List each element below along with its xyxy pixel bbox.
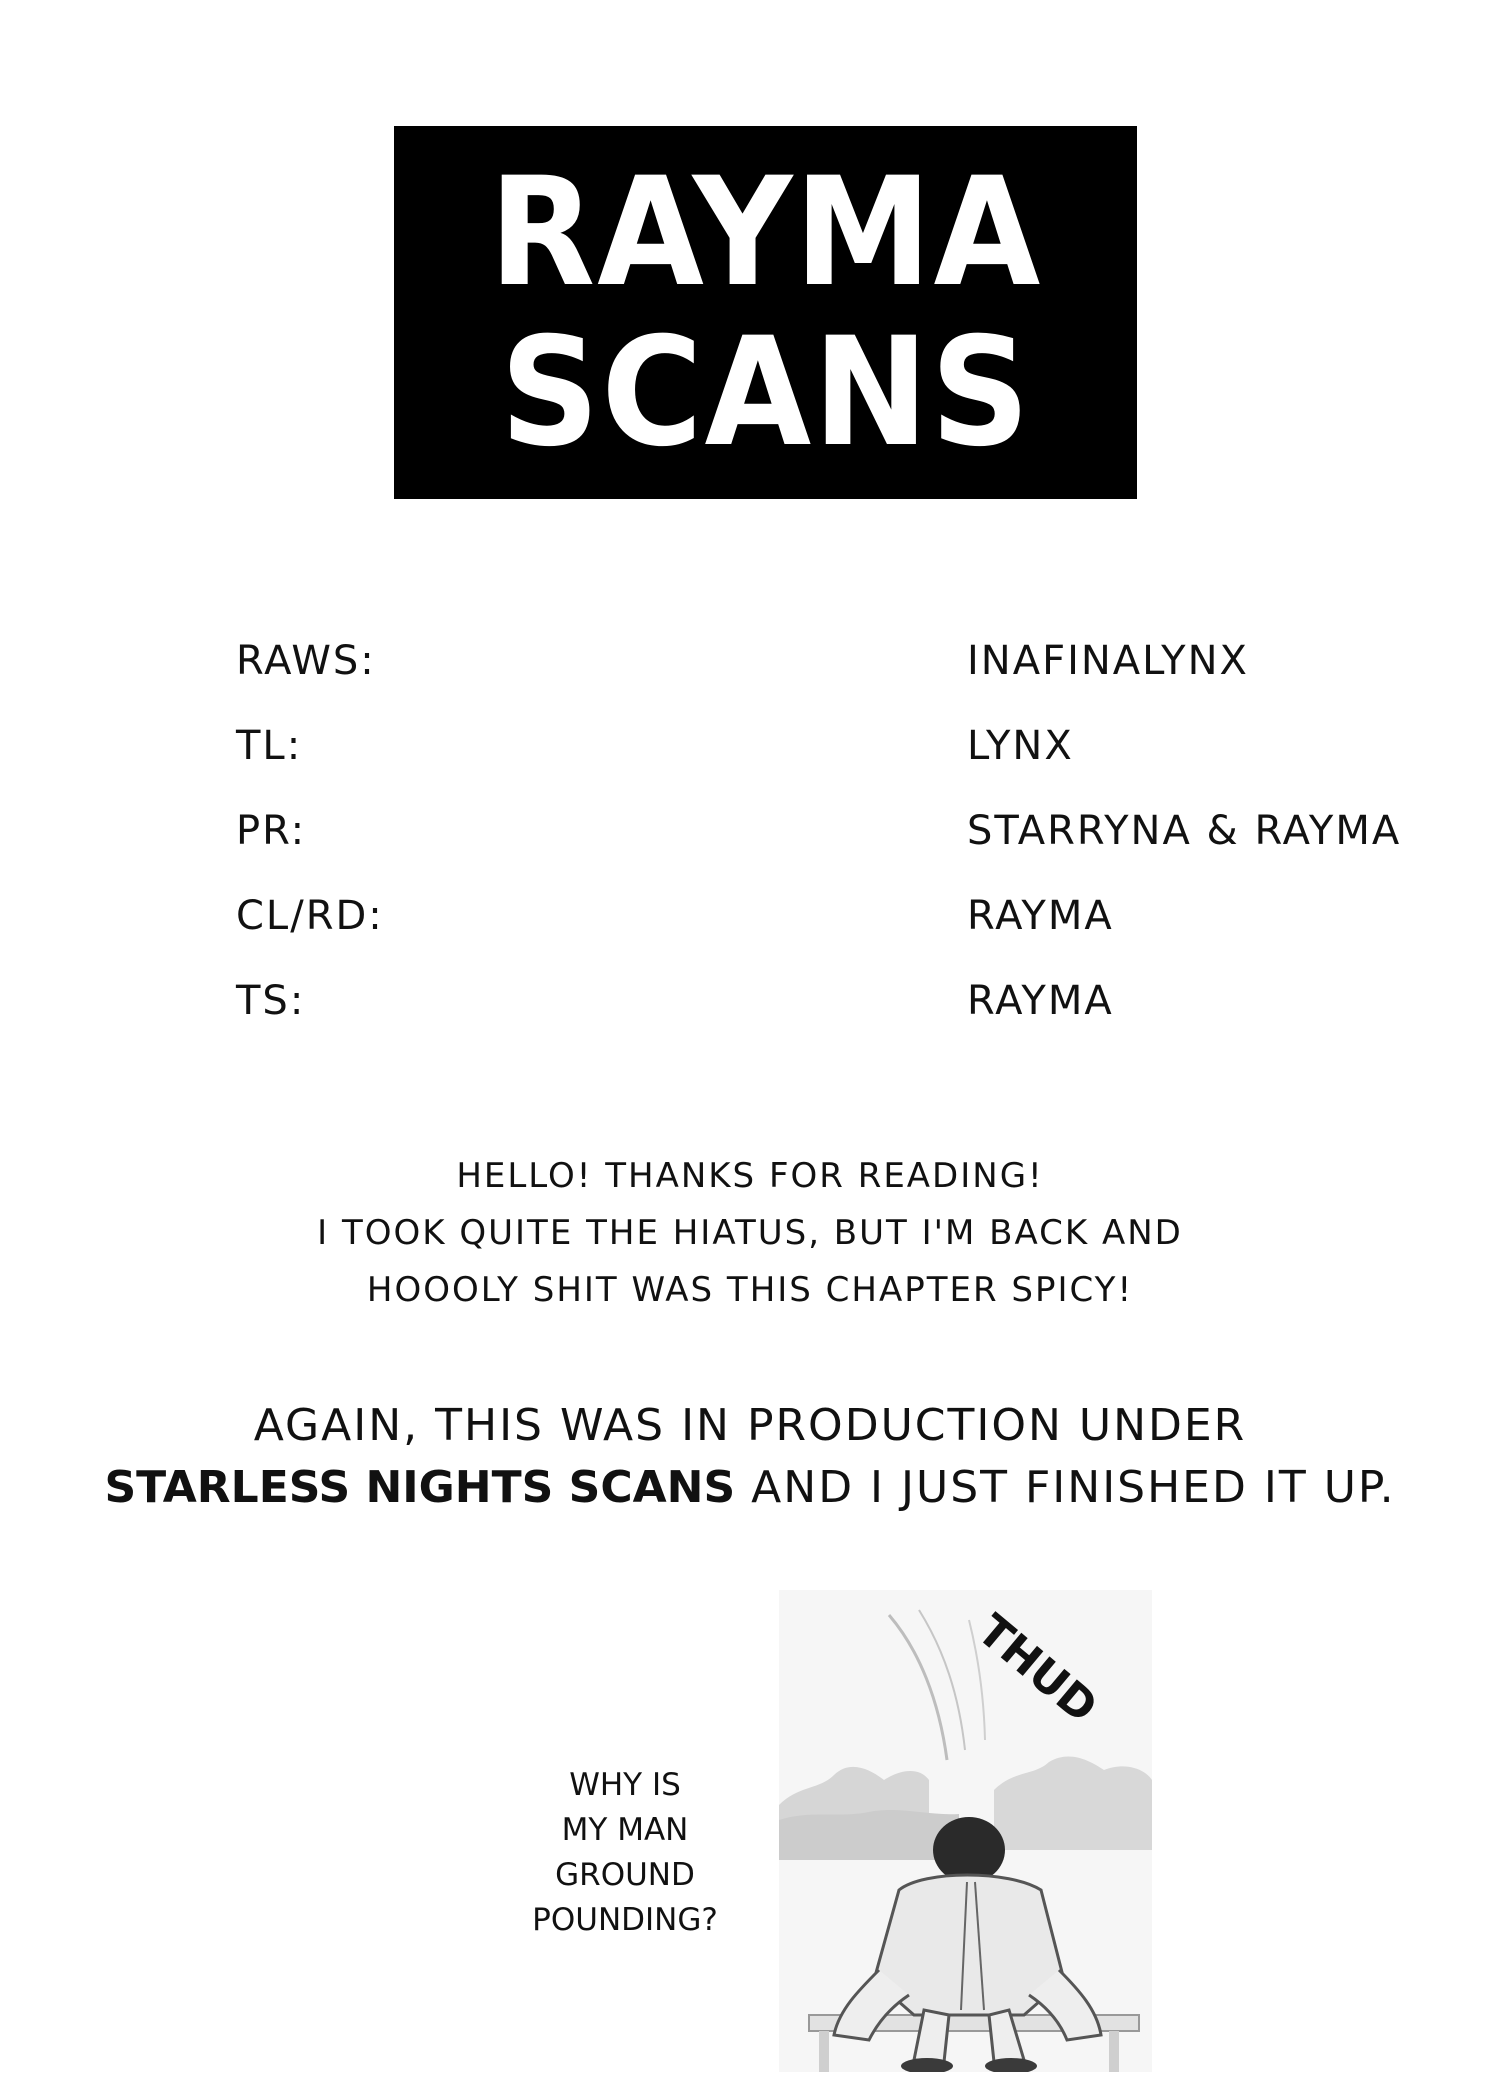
credit-name: INAFINALYNX	[967, 638, 1249, 684]
production-line-1: AGAIN, THIS WAS IN PRODUCTION UNDER	[253, 1400, 1247, 1451]
caption-line-1: WHY IS	[569, 1767, 681, 1803]
credit-name: RAYMA	[967, 978, 1114, 1024]
credit-row-tl	[236, 715, 1486, 800]
note-line-1: HELLO! THANKS FOR READING!	[456, 1156, 1044, 1196]
credit-role: RAWS:	[236, 638, 376, 684]
logo-line-1: RAYMA	[488, 145, 1043, 320]
caption-line-4: POUNDING?	[532, 1902, 718, 1938]
production-line-2-rest: AND I JUST FINISHED IT UP.	[735, 1462, 1396, 1513]
credit-row-clrd	[236, 885, 1486, 970]
credit-role: PR:	[236, 808, 307, 854]
manga-panel-illustration	[779, 1590, 1152, 2072]
logo-line-2: SCANS	[499, 305, 1032, 480]
panel-caption	[515, 1763, 735, 1943]
group-name: STARLESS NIGHTS SCANS	[104, 1462, 736, 1513]
thud-sfx: THUD	[967, 1604, 1107, 1734]
credit-name: STARRYNA & RAYMA	[967, 808, 1402, 854]
production-line-2	[0, 1457, 1500, 1519]
caption-line-3: GROUND	[555, 1857, 695, 1893]
production-note	[0, 1395, 1500, 1519]
thanks-note	[0, 1148, 1500, 1319]
manga-panel-image	[779, 1590, 1152, 2072]
credit-row-ts	[236, 970, 1486, 1055]
caption-line-2: MY MAN	[561, 1812, 689, 1848]
credit-role: TS:	[236, 978, 306, 1024]
rayma-scans-logo	[394, 126, 1137, 499]
note-line-2: I TOOK QUITE THE HIATUS, BUT I'M BACK AND	[317, 1213, 1183, 1253]
note-line-3: HOOOLY SHIT WAS THIS CHAPTER SPICY!	[366, 1270, 1134, 1310]
credit-name: RAYMA	[967, 893, 1114, 939]
credit-role: CL/RD:	[236, 893, 384, 939]
credit-name: LYNX	[967, 723, 1074, 769]
credit-row-raws	[236, 630, 1486, 715]
credits-list	[236, 630, 1486, 1055]
credit-row-pr	[236, 800, 1486, 885]
credit-role: TL:	[236, 723, 303, 769]
